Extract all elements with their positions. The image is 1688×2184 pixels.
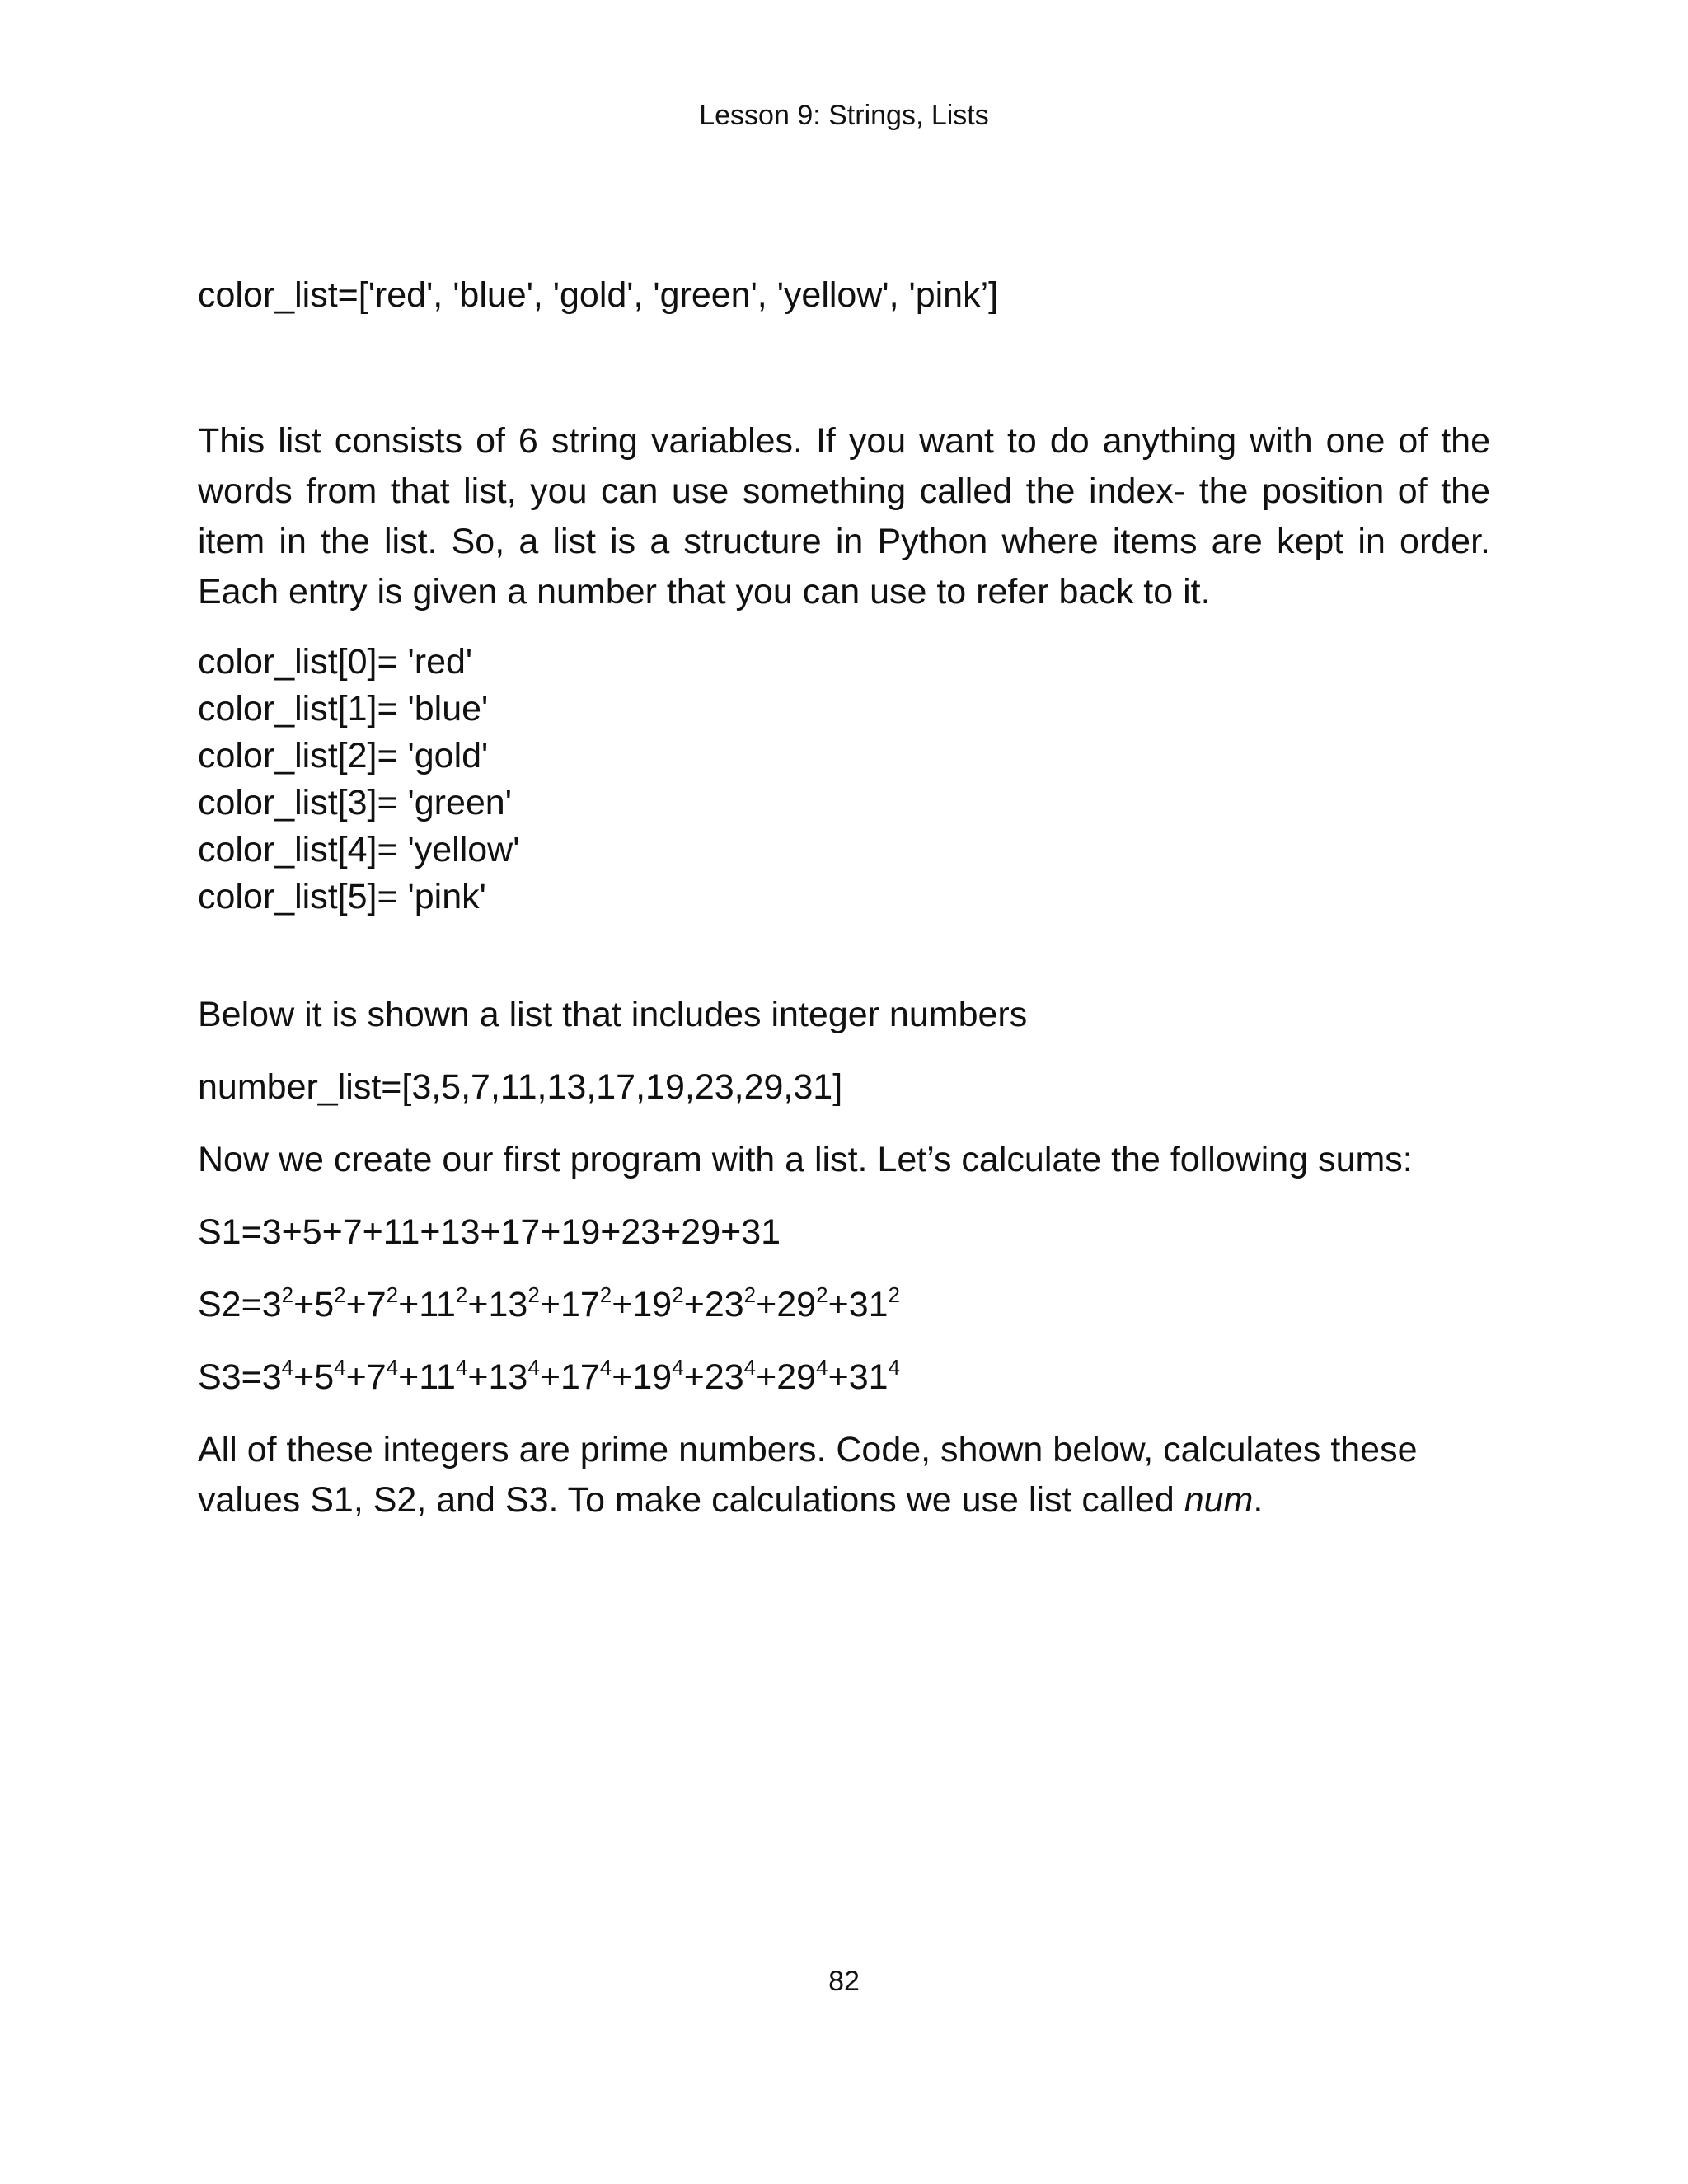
- page-number: 82: [828, 1966, 860, 1997]
- sum_s3-term-exponent: 4: [888, 1354, 900, 1380]
- sum_s2-term-base: 29: [776, 1285, 817, 1324]
- index-line-2: color_list[2]= 'gold': [198, 736, 489, 776]
- sum_s2-term-base: 11: [419, 1285, 456, 1324]
- sum_s3-term-base: 23: [704, 1357, 744, 1397]
- sum_s2-plus: +: [467, 1285, 489, 1324]
- index-examples: [198, 639, 1490, 921]
- sum-s2: [198, 1280, 1490, 1330]
- paragraph-first-program: Now we create our first program with a list. Let’s calculate the following sums:: [198, 1140, 1413, 1179]
- paragraph-prime-text: All of these integers are prime numbers. Code, shown below, calculates these values S1, S2, and S3. To make calculations we use list called: [198, 1430, 1418, 1520]
- sum_s3-term-base: 7: [366, 1357, 387, 1397]
- paragraph-prime-numbers: [198, 1425, 1490, 1526]
- sum_s3-plus: +: [398, 1357, 420, 1397]
- sum_s3-term-base: 17: [560, 1357, 600, 1397]
- number-list-definition: number_list=[3,5,7,11,13,17,19,23,29,31]: [198, 1067, 843, 1107]
- paragraph-prime-end: .: [1253, 1480, 1264, 1520]
- sum_s2-label: S2=: [198, 1285, 262, 1324]
- sum_s2-term-base: 7: [366, 1285, 387, 1324]
- sum_s2-term-base: 5: [314, 1285, 335, 1324]
- sum_s3-term-exponent: 4: [281, 1354, 294, 1380]
- sum_s3-plus: +: [345, 1357, 367, 1397]
- sum_s3-plus: +: [539, 1357, 560, 1397]
- sum_s3-term-exponent: 4: [528, 1354, 540, 1380]
- sum_s2-term-exponent: 2: [672, 1282, 684, 1307]
- sum_s2-term-base: 23: [704, 1285, 744, 1324]
- sum_s2-plus: +: [756, 1285, 777, 1324]
- sum_s2-plus: +: [293, 1285, 315, 1324]
- index-line-4: color_list[4]= 'yellow': [198, 830, 520, 869]
- sum_s2-term-base: 3: [261, 1285, 282, 1324]
- sum_s3-term-exponent: 4: [386, 1354, 399, 1380]
- paragraph-integer-list: Below it is shown a list that includes integer numbers: [198, 995, 1028, 1034]
- sum_s3-plus: +: [612, 1357, 633, 1397]
- sum_s2-plus: +: [683, 1285, 705, 1324]
- sum_s3-term-exponent: 4: [672, 1354, 684, 1380]
- sum_s3-term-base: 11: [419, 1357, 456, 1397]
- sum_s2-term-exponent: 2: [888, 1282, 900, 1307]
- sum_s2-plus: +: [539, 1285, 560, 1324]
- sum_s2-term-exponent: 2: [334, 1282, 346, 1307]
- sum_s3-plus: +: [683, 1357, 705, 1397]
- sum_s3-term-base: 13: [488, 1357, 528, 1397]
- sum-s1: S1=3+5+7+11+13+17+19+23+29+31: [198, 1212, 781, 1252]
- sum_s2-plus: +: [612, 1285, 633, 1324]
- sum_s2-term-base: 13: [488, 1285, 528, 1324]
- paragraph-list-explanation: This list consists of 6 string variables. If you want to do anything with one of the words from that list, you can use something called the index- the position of the item in the list. So, a list is a structure in Python where items are kept in order. Each entry is given a number that you can use to refer back to it.: [198, 421, 1490, 612]
- sum_s2-term-base: 19: [632, 1285, 673, 1324]
- sum_s3-plus: +: [756, 1357, 777, 1397]
- sum_s2-term-base: 31: [848, 1285, 889, 1324]
- sum_s3-label: S3=: [198, 1357, 262, 1397]
- sum_s3-term-exponent: 4: [599, 1354, 612, 1380]
- page-content: [198, 270, 1490, 1526]
- list-name-emphasis: num: [1184, 1480, 1254, 1520]
- sum_s2-term-exponent: 2: [386, 1282, 399, 1307]
- sum-s3: [198, 1352, 1490, 1403]
- sum_s2-term-base: 17: [560, 1285, 600, 1324]
- sum_s2-term-exponent: 2: [599, 1282, 612, 1307]
- sum_s2-term-exponent: 2: [455, 1282, 468, 1307]
- sum_s2-term-exponent: 2: [743, 1282, 757, 1307]
- sum_s3-term-base: 5: [314, 1357, 335, 1397]
- sum_s3-term-base: 31: [848, 1357, 889, 1397]
- sum_s3-plus: +: [828, 1357, 849, 1397]
- sum_s2-term-exponent: 2: [816, 1282, 828, 1307]
- sum_s2-plus: +: [398, 1285, 420, 1324]
- sum_s3-term-exponent: 4: [743, 1354, 757, 1380]
- sum_s2-term-exponent: 2: [528, 1282, 540, 1307]
- sum_s3-plus: +: [293, 1357, 315, 1397]
- index-line-1: color_list[1]= 'blue': [198, 689, 489, 729]
- sum_s3-term-base: 29: [776, 1357, 817, 1397]
- color-list-definition: color_list=['red', 'blue', 'gold', 'green', 'yellow', 'pink’]: [198, 275, 999, 315]
- sum_s2-plus: +: [828, 1285, 849, 1324]
- sum_s3-term-base: 19: [632, 1357, 673, 1397]
- sum_s2-plus: +: [345, 1285, 367, 1324]
- index-line-5: color_list[5]= 'pink': [198, 877, 486, 916]
- sum_s2-term-exponent: 2: [281, 1282, 294, 1307]
- sum_s3-term-exponent: 4: [334, 1354, 346, 1380]
- sum_s3-plus: +: [467, 1357, 489, 1397]
- index-line-3: color_list[3]= 'green': [198, 783, 512, 823]
- running-header: Lesson 9: Strings, Lists: [699, 100, 989, 131]
- sum_s3-term-exponent: 4: [816, 1354, 828, 1380]
- sum_s3-term-exponent: 4: [455, 1354, 468, 1380]
- index-line-0: color_list[0]= 'red': [198, 642, 473, 682]
- sum_s3-term-base: 3: [261, 1357, 282, 1397]
